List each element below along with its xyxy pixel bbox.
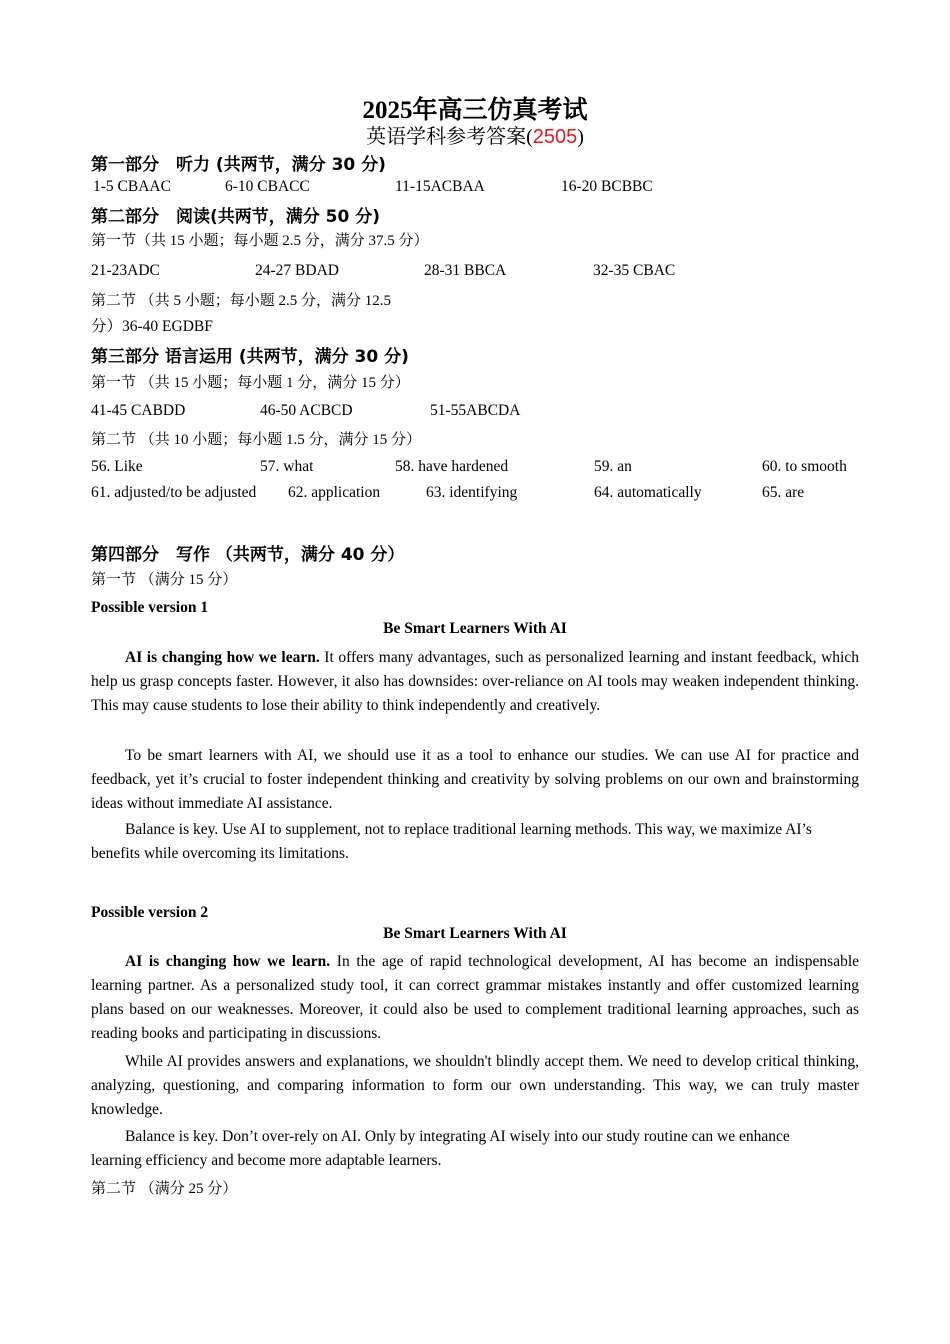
version2-title: Be Smart Learners With AI	[383, 925, 567, 942]
subtitle-text: 英语学科参考答案(	[366, 126, 533, 148]
blank-answer-65: 65. are	[762, 484, 805, 501]
version2-label: Possible version 2	[91, 904, 209, 921]
part1-answer-1: 1-5 CBAAC	[93, 178, 171, 195]
blank-answer-64: 64. automatically	[594, 484, 702, 501]
blank-answer-60: 60. to smooth	[762, 458, 847, 475]
blank-answer-57: 57. what	[260, 458, 314, 475]
part3-section2-note: 第二节 （共 10 小题；每小题 1.5 分，满分 15 分）	[91, 432, 422, 448]
version1-paragraph-2: To be smart learners with AI, we should use it as a tool to enhance our studies. We can use AI for practice and feedback, yet it’s crucial to foster independent thinking and creativity by solving problems on our own and brainstorming ideas without immediate AI assistance.	[91, 747, 859, 812]
part2-answer-2: 24-27 BDAD	[255, 262, 339, 279]
exam-code: 2505	[532, 126, 578, 148]
blank-answer-58: 58. have hardened	[395, 458, 509, 475]
version2-paragraph-1-body: In the age of rapid technological development, AI has become an indispensable learning partner. As a personalized study tool, it can correct grammar mistakes instantly and offer customized learning plans based on our weaknesses. Moreover, it could also be used to complement traditional learning approaches, such as reading books and participating in discussions.	[91, 953, 860, 1042]
version1-paragraph-3: Balance is key. Use AI to supplement, not to replace traditional learning methods. This way, we maximize AI’s benefits while overcoming its limitations.	[91, 821, 812, 862]
part4-section2-note: 第二节 （满分 25 分）	[91, 1181, 238, 1197]
part2-section1-note: 第一节（共 15 小题；每小题 2.5 分，满分 37.5 分）	[91, 233, 429, 249]
version2-paragraph-3: Balance is key. Don’t over-rely on AI. Only by integrating AI wisely into our study routine can we enhance learning efficiency and become more adaptable learners.	[91, 1128, 790, 1169]
part1-answer-4: 16-20 BCBBC	[561, 178, 653, 195]
blank-answer-62: 62. application	[288, 484, 381, 501]
version1-label: Possible version 1	[91, 599, 209, 616]
part3-heading: 第三部分 语言运用 (共两节，满分 30 分)	[91, 347, 409, 367]
part2-section2-note: 第二节 （共 5 小题；每小题 2.5 分，满分 12.5	[91, 293, 392, 309]
blank-answer-56: 56. Like	[91, 458, 143, 475]
version1-paragraph-1-body: It offers many advantages, such as personalized learning and instant feedback, which help us grasp concepts faster. However, it also has downsides: over-reliance on AI tools may weaken independent thinking. This may cause students to lose their ability to think independently and creatively.	[91, 649, 859, 714]
part2-answer-3: 28-31 BBCA	[424, 262, 507, 279]
part3-answer-3: 51-55ABCDA	[430, 402, 521, 419]
part3-answer-2: 46-50 ACBCD	[260, 402, 353, 419]
version1-topic-sentence: AI is changing how we learn.	[125, 649, 320, 666]
blank-answer-61: 61. adjusted/to be adjusted	[91, 484, 257, 501]
subtitle-close: )	[577, 126, 584, 148]
document-title: 2025年高三仿真考试	[362, 97, 588, 124]
part2-answer-1: 21-23ADC	[91, 262, 160, 279]
blank-answer-63: 63. identifying	[426, 484, 518, 501]
blank-answer-59: 59. an	[594, 458, 632, 475]
part3-section1-note: 第一节 （共 15 小题；每小题 1 分，满分 15 分）	[91, 375, 410, 391]
part4-heading: 第四部分 写作 （共两节，满分 40 分）	[91, 545, 405, 565]
version2-paragraph-2: While AI provides answers and explanations, we shouldn't blindly accept them. We need to develop critical thinking, analyzing, questioning, and comparing information to form our own understanding. This way, we can truly master knowledge.	[91, 1053, 859, 1118]
part1-answer-3: 11-15ACBAA	[395, 178, 485, 195]
document-subtitle	[0, 120, 950, 149]
part1-answer-2: 6-10 CBACC	[225, 178, 310, 195]
part2-heading: 第二部分 阅读(共两节，满分 50 分)	[91, 207, 381, 227]
part2-section2-answer: 分）36-40 EGDBF	[91, 318, 213, 335]
part1-heading: 第一部分 听力 (共两节，满分 30 分)	[91, 155, 386, 175]
version1-title: Be Smart Learners With AI	[383, 620, 567, 637]
part2-answer-4: 32-35 CBAC	[593, 262, 676, 279]
version2-paragraph-1	[91, 950, 859, 1046]
part4-section1-note: 第一节 （满分 15 分）	[91, 572, 238, 588]
part3-answer-1: 41-45 CABDD	[91, 402, 186, 419]
version1-paragraph-1	[91, 646, 859, 718]
version2-topic-sentence: AI is changing how we learn.	[125, 953, 331, 970]
